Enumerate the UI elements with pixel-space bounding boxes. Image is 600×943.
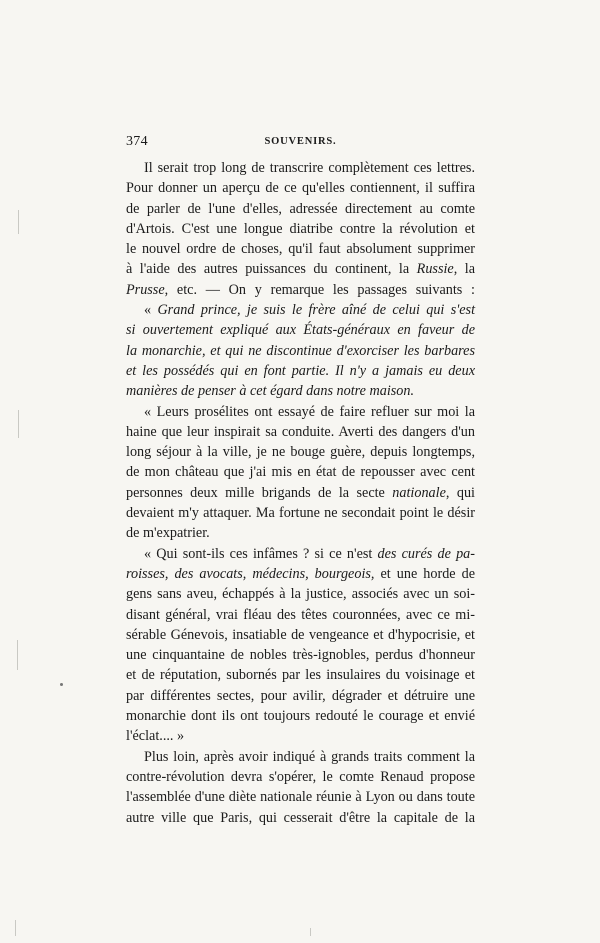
text-line: de m'expatrier. <box>126 525 210 542</box>
text-line: si ouvertement expliqué aux États-généraux en faveur de <box>126 322 475 339</box>
italic-phrase: roisses, des avocats, médecins, bourgeois, <box>126 565 375 582</box>
text-line: manières de penser à cet égard dans notre maison. <box>126 383 415 400</box>
text-line: long séjour à la ville, je ne bouge guère, depuis longtemps, <box>126 444 475 461</box>
text-line: gens sans aveu, échappés à la justice, associés avec un soi- <box>126 586 475 603</box>
text-line: par différentes sectes, pour avilir, dégrader et détruire une <box>126 687 475 704</box>
text-line: « Leurs prosélites ont essayé de faire refluer sur moi la <box>144 403 475 420</box>
text-line: d'Artois. C'est une longue diatribe contre la révolution et <box>126 220 475 237</box>
running-head <box>126 134 475 154</box>
text-line: à l'aide des autres puissances du continent, la Russie, la <box>126 261 475 278</box>
body-text <box>126 158 475 828</box>
text-line: de parler de l'une d'elles, adressée directement au comte <box>126 200 475 217</box>
text-line: Il serait trop long de transcrire complètement ces lettres. <box>144 160 475 176</box>
scan-artifact <box>15 920 16 936</box>
text-line: l'éclat.... » <box>126 728 185 745</box>
text-line: monarchie dont ils ont toujours redouté le courage et envié <box>126 708 475 725</box>
text-line: Plus loin, après avoir indiqué à grands traits comment la <box>144 748 475 765</box>
scan-artifact <box>18 410 19 438</box>
italic-phrase: des curés de pa- <box>377 545 475 562</box>
italic-word: nationale <box>392 484 446 501</box>
text-line: contre-révolution devra s'opérer, le comte Renaud propose <box>126 768 475 785</box>
text-line: la monarchie, et qui ne discontinue d'exorciser les barbares <box>126 342 475 359</box>
italic-word: Russie <box>416 261 454 278</box>
text-line: le nouvel ordre de choses, qu'il faut absolument supprimer <box>126 241 475 258</box>
text-line: Pour donner un aperçu de ce qu'elles contiennent, il suffira <box>126 180 475 197</box>
running-title: SOUVENIRS. <box>264 136 337 147</box>
scan-artifact <box>310 928 311 936</box>
text-line: sérable Génevois, insatiable de vengeance et d'hypocrisie, et <box>126 626 475 643</box>
scan-artifact <box>17 640 18 670</box>
text-line: de mon château que j'ai mis en état de repousser avec cent <box>126 464 475 481</box>
text-line: disant général, vrai fléau des têtes couronnées, avec ce mi- <box>126 606 475 623</box>
text-line: autre ville que Paris, qui cesserait d'être la capitale de la <box>126 809 475 826</box>
text-line: l'assemblée d'une diète nationale réunie à Lyon ou dans toute <box>126 789 475 806</box>
text-line: « Qui sont-ils ces infâmes ? si ce n'est des curés de pa- <box>144 545 475 562</box>
text-line: roisses, des avocats, médecins, bourgeois, et une horde de <box>126 565 476 582</box>
text-line: une cinquantaine de nobles très-ignobles, perdus d'honneur <box>126 647 475 664</box>
scan-artifact <box>18 210 19 234</box>
page-number: 374 <box>126 134 148 149</box>
text-line: « Grand prince, je suis le frère aîné de celui qui s'est <box>144 302 476 319</box>
scan-artifact <box>60 683 63 686</box>
text-line: personnes deux mille brigands de la secte nationale, qui <box>126 484 475 501</box>
text-line: haine que leur inspirait sa conduite. Averti des dangers d'un <box>126 423 475 440</box>
text-line: et les possédés qui en font partie. Il n'y a jamais eu deux <box>126 362 475 379</box>
text-line: et de réputation, subornés par les insulaires du voisinage et <box>126 667 475 684</box>
italic-word: Prusse <box>126 281 165 298</box>
text-line: devaient m'y attaquer. Ma fortune ne secondait point le désir <box>126 505 475 522</box>
text-line: Prusse, etc. — On y remarque les passages suivants : <box>126 281 475 298</box>
